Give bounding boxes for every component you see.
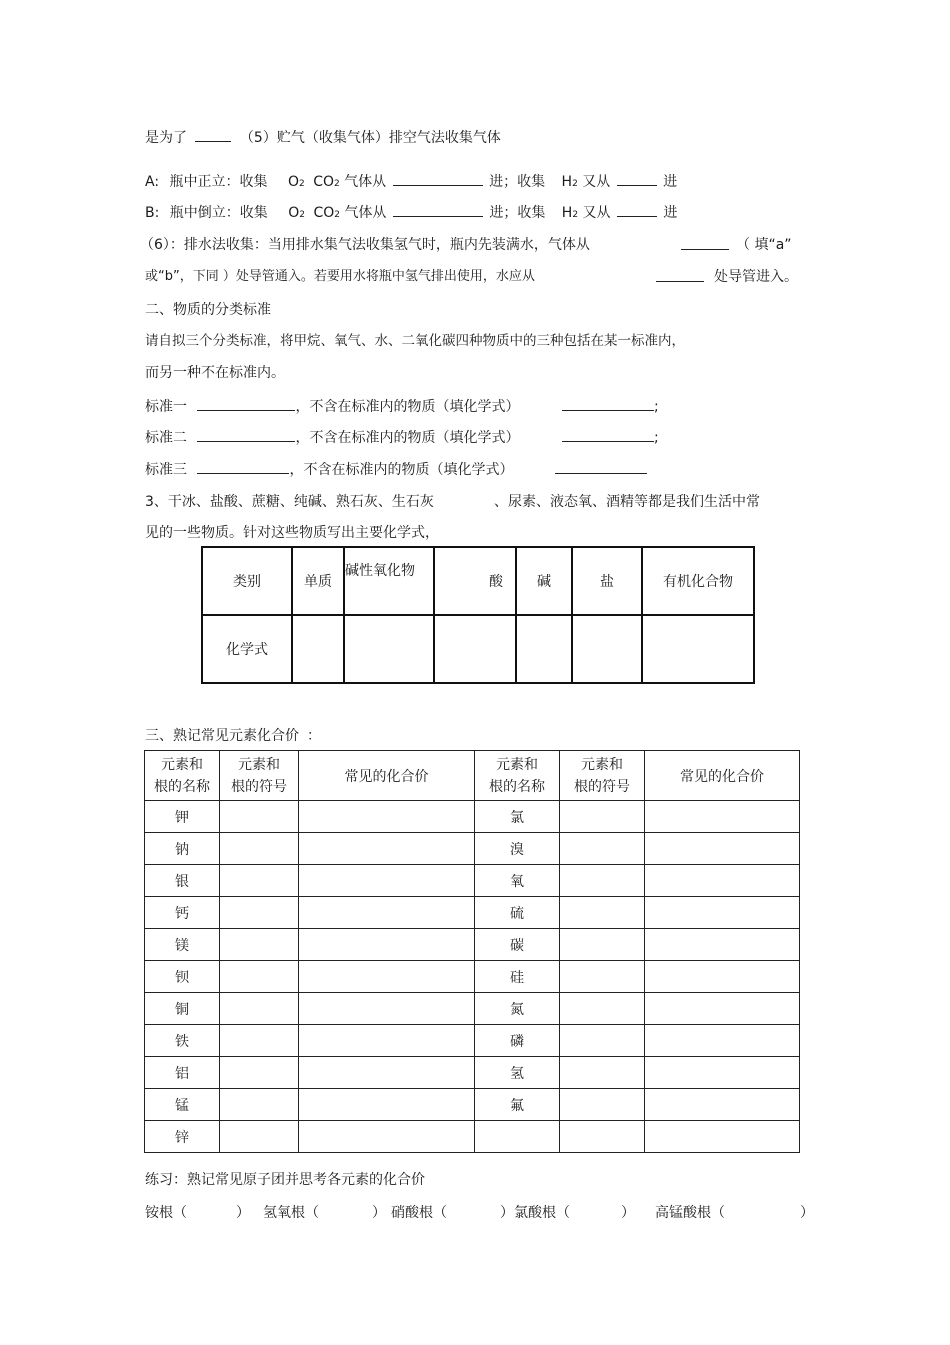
line-b-co — [313, 205, 340, 221]
std3-label: 标准三 — [145, 462, 187, 478]
element-name-left: 银 — [145, 865, 220, 897]
line-a-co — [313, 174, 340, 190]
element-name-right: 磷 — [475, 1025, 560, 1057]
line-b-o — [288, 205, 305, 221]
q3-line2: 见的一些物质。针对这些物质写出主要化学式， — [145, 525, 439, 541]
q5-prefix: 是为了 — [145, 130, 187, 146]
header-name-line2: 根的名称 — [489, 778, 545, 795]
std2-not-in: ，不含在标准内的物质（填化学式） — [295, 430, 520, 446]
co-symbol: CO — [313, 174, 334, 190]
valence-cell[interactable] — [299, 865, 475, 897]
section2-instr1: 请自拟三个分类标准，将甲烷、氧气、水、二氧化碳四种物质中的三种包括在某一标准内， — [145, 333, 685, 349]
line-a-h — [562, 174, 578, 190]
section3-title-line — [145, 726, 321, 746]
valence-cell[interactable] — [299, 1121, 475, 1153]
section3-colon: ： — [307, 728, 321, 744]
substance-table-formula-row — [202, 615, 754, 683]
std2-line — [145, 427, 519, 448]
h-subscript: 2 — [572, 179, 578, 189]
valence-cell[interactable] — [299, 833, 475, 865]
q6-blank-1[interactable] — [681, 235, 729, 256]
header-name-left — [145, 751, 220, 801]
line-b-jin2: 进 — [663, 205, 678, 221]
ion-chlorate-close: ） — [621, 1205, 635, 1221]
line-b — [145, 202, 677, 225]
symbol-cell[interactable] — [560, 1089, 645, 1121]
std2-label: 标准二 — [145, 430, 187, 446]
line-b-gas-from: 气体从 — [344, 205, 387, 221]
h-symbol: H — [561, 174, 573, 190]
valence-cell[interactable] — [645, 865, 800, 897]
symbol-cell[interactable] — [560, 961, 645, 993]
valence-cell[interactable] — [645, 897, 800, 929]
symbol-cell[interactable] — [560, 865, 645, 897]
symbol-cell[interactable] — [220, 993, 299, 1025]
valence-row — [145, 1025, 800, 1057]
line-a-gas-from: 气体从 — [344, 174, 387, 190]
valence-table — [144, 750, 800, 1153]
valence-cell[interactable] — [645, 1025, 800, 1057]
header-name-right — [475, 751, 560, 801]
valence-row — [145, 1121, 800, 1153]
element-name-right: 溴 — [475, 833, 560, 865]
ion-chlorate: ）氯酸根（ — [500, 1205, 570, 1221]
valence-row — [145, 1089, 800, 1121]
substance-table-header-row — [202, 547, 754, 615]
row-label-formula: 化学式 — [202, 615, 292, 683]
ion-ammonium-close: ） — [236, 1205, 250, 1221]
std1-blank[interactable] — [197, 396, 295, 411]
q3-line1b: 、尿素、液态氧、酒精等都是我们生活中常 — [494, 494, 760, 510]
o-subscript: 2 — [299, 179, 305, 189]
std1-answer[interactable] — [562, 396, 659, 417]
section3-title: 三、熟记常见元素化合价 — [145, 728, 299, 744]
q6-blank-2[interactable] — [656, 267, 704, 288]
header-symbol-line1: 元素和 — [238, 756, 280, 773]
element-name-left: 铁 — [145, 1025, 220, 1057]
element-name-left: 钾 — [145, 801, 220, 833]
h-symbol: H — [561, 205, 573, 221]
valence-row — [145, 801, 800, 833]
symbol-cell[interactable] — [220, 929, 299, 961]
valence-cell[interactable] — [645, 929, 800, 961]
element-name-left: 锰 — [145, 1089, 220, 1121]
symbol-cell[interactable] — [560, 1057, 645, 1089]
symbol-cell[interactable] — [560, 1121, 645, 1153]
header-symbol-line2: 根的符号 — [231, 778, 287, 795]
element-name-left: 锌 — [145, 1121, 220, 1153]
q6-line1 — [140, 235, 590, 255]
valence-row — [145, 993, 800, 1025]
practice-title: 练习：熟记常见原子团并思考各元素的化合价 — [145, 1172, 425, 1188]
valence-row — [145, 865, 800, 897]
valence-cell[interactable] — [645, 1089, 800, 1121]
co-symbol: CO — [313, 205, 335, 221]
element-name-right: 硫 — [475, 897, 560, 929]
q6-line2a: 或“b”，下同 ）处导管通入。若要用水将瓶中氢气排出使用，水应从 — [145, 269, 535, 284]
q3-line1a: 3、干冰、盐酸、蔗糖、纯碱、熟石灰、生石灰 — [145, 494, 434, 510]
valence-cell[interactable] — [645, 961, 800, 993]
valence-row — [145, 929, 800, 961]
symbol-cell[interactable] — [560, 993, 645, 1025]
std1-label: 标准一 — [145, 399, 187, 415]
formula-cell[interactable] — [434, 615, 516, 683]
std3-answer[interactable] — [555, 459, 647, 480]
symbol-cell[interactable] — [220, 1121, 299, 1153]
symbol-cell[interactable] — [220, 801, 299, 833]
line-b-blank-2[interactable] — [617, 202, 657, 217]
symbol-cell[interactable] — [220, 1057, 299, 1089]
header-symbol-line1: 元素和 — [581, 756, 623, 773]
element-name-right: 碳 — [475, 929, 560, 961]
line-a-jin1: 进；收集 — [489, 174, 546, 190]
q5-line — [145, 127, 501, 148]
symbol-cell[interactable] — [220, 1089, 299, 1121]
ion-permanganate-open: 高锰酸根（ — [655, 1205, 725, 1221]
std2-answer[interactable] — [562, 427, 659, 448]
std1-line — [145, 396, 519, 417]
element-name-left: 钠 — [145, 833, 220, 865]
valence-cell[interactable] — [299, 1025, 475, 1057]
valence-cell[interactable] — [299, 993, 475, 1025]
element-name-right — [475, 1121, 560, 1153]
element-name-right: 硅 — [475, 961, 560, 993]
header-element: 单质 — [292, 547, 344, 615]
std3-not-in: ，不含在标准内的物质（填化学式） — [289, 462, 514, 478]
header-valence-left: 常见的化合价 — [299, 751, 475, 801]
o-symbol: O — [287, 174, 299, 190]
q6-line1-text: （6）：排水法收集：当用排水集气法收集氢气时，瓶内先装满水，气体从 — [140, 237, 590, 253]
symbol-cell[interactable] — [220, 897, 299, 929]
valence-cell[interactable] — [645, 1121, 800, 1153]
element-name-right: 氧 — [475, 865, 560, 897]
std2-answer-line[interactable] — [562, 427, 654, 442]
symbol-cell[interactable] — [560, 801, 645, 833]
co-subscript: 2 — [333, 179, 340, 189]
formula-cell[interactable] — [292, 615, 344, 683]
valence-cell[interactable] — [299, 897, 475, 929]
symbol-cell[interactable] — [220, 833, 299, 865]
formula-cell[interactable] — [572, 615, 642, 683]
header-valence-right: 常见的化合价 — [645, 751, 800, 801]
element-name-left: 钡 — [145, 961, 220, 993]
line-a-blank-1[interactable] — [393, 171, 483, 186]
valence-cell[interactable] — [299, 801, 475, 833]
symbol-cell[interactable] — [560, 897, 645, 929]
ion-hydroxide-close: ） — [372, 1205, 386, 1221]
q6-blank-1-line[interactable] — [681, 235, 729, 250]
line-b-text: 瓶中倒立：收集 — [169, 205, 268, 221]
line-b-h — [562, 205, 578, 221]
symbol-cell[interactable] — [560, 929, 645, 961]
std3-answer-line[interactable] — [555, 459, 647, 474]
q5-suffix: （5）贮气（收集气体）排空气法收集气体 — [239, 130, 501, 146]
valence-row — [145, 833, 800, 865]
line-a-label: A: — [145, 174, 160, 190]
line-a-blank-2[interactable] — [617, 171, 657, 186]
semicolon: ; — [654, 399, 659, 415]
std3-blank[interactable] — [197, 459, 289, 474]
valence-cell[interactable] — [299, 961, 475, 993]
valence-row — [145, 1057, 800, 1089]
section2-instr2: 而另一种不在标准内。 — [145, 365, 285, 381]
valence-table-header-row — [145, 751, 800, 801]
header-symbol-line2: 根的符号 — [574, 778, 630, 795]
ion-ammonium-open: 铵根（ — [145, 1205, 187, 1221]
section2-title: 二、物质的分类标准 — [145, 302, 271, 318]
std3-line — [145, 459, 513, 480]
line-a-jin2: 进 — [663, 174, 678, 190]
symbol-cell[interactable] — [560, 833, 645, 865]
o-subscript: 2 — [299, 210, 305, 220]
element-name-right: 氯 — [475, 801, 560, 833]
header-symbol-left — [220, 751, 299, 801]
element-name-left: 镁 — [145, 929, 220, 961]
formula-cell[interactable] — [642, 615, 754, 683]
valence-cell[interactable] — [645, 801, 800, 833]
header-salt: 盐 — [572, 547, 642, 615]
line-a-you-cong: 又从 — [582, 174, 611, 190]
q5-blank[interactable] — [195, 127, 231, 142]
symbol-cell[interactable] — [220, 961, 299, 993]
semicolon: ; — [654, 430, 659, 446]
valence-row — [145, 897, 800, 929]
element-name-right: 氮 — [475, 993, 560, 1025]
ion-hydroxide-open: 氢氧根（ — [263, 1205, 319, 1221]
line-a-text: 瓶中正立：收集 — [169, 174, 268, 190]
line-b-blank-1[interactable] — [393, 202, 483, 217]
o-symbol: O — [288, 205, 300, 221]
header-name-line2: 根的名称 — [154, 778, 210, 795]
element-name-left: 铜 — [145, 993, 220, 1025]
element-name-right: 氟 — [475, 1089, 560, 1121]
symbol-cell[interactable] — [220, 865, 299, 897]
header-name-line1: 元素和 — [496, 756, 538, 773]
ion-permanganate-close: ） — [800, 1205, 814, 1221]
header-organic: 有机化合物 — [642, 547, 754, 615]
valence-row — [145, 961, 800, 993]
formula-cell[interactable] — [344, 615, 434, 683]
symbol-cell[interactable] — [220, 1025, 299, 1057]
valence-cell[interactable] — [645, 1057, 800, 1089]
substance-table — [201, 546, 755, 684]
ion-nitrate-open: 硝酸根（ — [391, 1205, 447, 1221]
std1-not-in: ，不含在标准内的物质（填化学式） — [295, 399, 520, 415]
std2-blank[interactable] — [197, 427, 295, 442]
valence-cell[interactable] — [645, 993, 800, 1025]
co-subscript: 2 — [334, 210, 340, 220]
element-name-left: 铝 — [145, 1057, 220, 1089]
h-subscript: 2 — [572, 210, 579, 220]
formula-cell[interactable] — [516, 615, 572, 683]
symbol-cell[interactable] — [560, 1025, 645, 1057]
header-basic-oxide: 碱性氧化物 — [344, 547, 434, 615]
header-base: 碱 — [516, 547, 572, 615]
line-b-jin1: 进；收集 — [489, 205, 546, 221]
std1-answer-line[interactable] — [562, 396, 654, 411]
line-a — [145, 171, 677, 194]
q6-line1-end: （ 填“a” — [736, 237, 792, 253]
valence-cell[interactable] — [645, 833, 800, 865]
q6-blank-2-line[interactable] — [656, 267, 704, 282]
valence-cell[interactable] — [299, 1089, 475, 1121]
valence-cell[interactable] — [299, 929, 475, 961]
valence-cell[interactable] — [299, 1057, 475, 1089]
line-b-you-cong: 又从 — [582, 205, 611, 221]
element-name-left: 钙 — [145, 897, 220, 929]
line-a-o — [288, 174, 305, 190]
line-b-label: B: — [145, 205, 160, 221]
header-symbol-right — [560, 751, 645, 801]
q6-line2b: 处导管进入。 — [714, 269, 798, 285]
header-name-line1: 元素和 — [161, 756, 203, 773]
header-acid: 酸 — [434, 547, 516, 615]
element-name-right: 氢 — [475, 1057, 560, 1089]
header-category: 类别 — [202, 547, 292, 615]
